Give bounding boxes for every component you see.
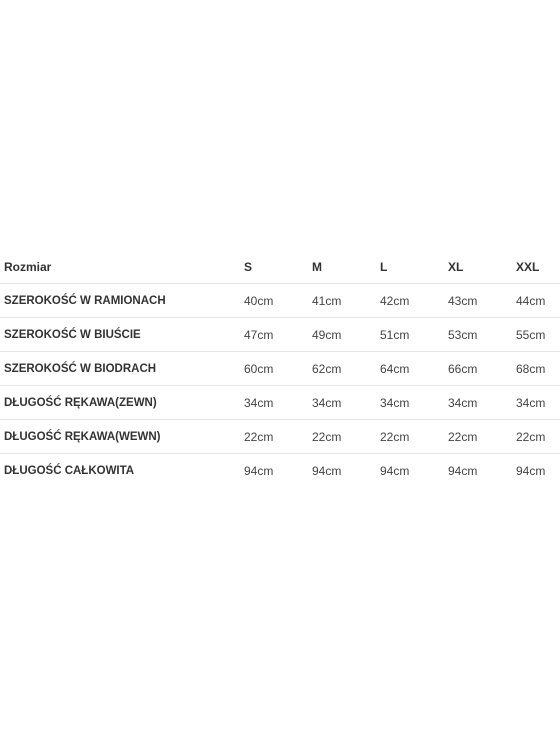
- cell-value: 94cm: [312, 463, 342, 478]
- size-header-m: M: [308, 250, 376, 284]
- cell-value: 22cm: [244, 429, 274, 444]
- row-label: SZEROKOŚĆ W BIUŚCIE: [4, 328, 141, 341]
- cell-value: 40cm: [244, 293, 274, 308]
- cell-value: 66cm: [448, 361, 478, 376]
- cell-value: 94cm: [244, 463, 274, 478]
- size-header-xxl: XXL: [512, 250, 560, 284]
- cell-value: 42cm: [380, 293, 410, 308]
- cell-value: 34cm: [244, 395, 274, 410]
- row-label: DŁUGOŚĆ CAŁKOWITA: [4, 464, 135, 477]
- cell-value: 34cm: [312, 395, 342, 410]
- cell-value: 22cm: [448, 429, 478, 444]
- table-row-hip-width: [0, 352, 560, 386]
- cell-value: 53cm: [448, 327, 478, 342]
- cell-value: 68cm: [516, 361, 546, 376]
- cell-value: 34cm: [448, 395, 478, 410]
- table-row-total-length: [0, 454, 560, 488]
- cell-value: 22cm: [516, 429, 546, 444]
- cell-value: 41cm: [312, 293, 342, 308]
- row-label: SZEROKOŚĆ W RAMIONACH: [4, 294, 166, 307]
- size-chart-table: [0, 250, 560, 487]
- cell-value: 47cm: [244, 327, 274, 342]
- table-row-sleeve-outer: [0, 386, 560, 420]
- cell-value: 60cm: [244, 361, 274, 376]
- cell-value: 34cm: [516, 395, 546, 410]
- size-header-row: [0, 250, 560, 284]
- cell-value: 34cm: [380, 395, 410, 410]
- row-label: DŁUGOŚĆ RĘKAWA(ZEWN): [4, 396, 157, 409]
- cell-value: 94cm: [448, 463, 478, 478]
- cell-value: 64cm: [380, 361, 410, 376]
- size-header-xl: XL: [444, 250, 512, 284]
- row-label: SZEROKOŚĆ W BIODRACH: [4, 362, 157, 375]
- cell-value: 62cm: [312, 361, 342, 376]
- size-header-label: Rozmiar: [0, 250, 240, 284]
- table-row-shoulder-width: [0, 284, 560, 318]
- row-label: DŁUGOŚĆ RĘKAWA(WEWN): [4, 430, 161, 443]
- cell-value: 49cm: [312, 327, 342, 342]
- size-header-s: S: [240, 250, 308, 284]
- cell-value: 55cm: [516, 327, 546, 342]
- table-row-bust-width: [0, 318, 560, 352]
- table-row-sleeve-inner: [0, 420, 560, 454]
- cell-value: 22cm: [380, 429, 410, 444]
- cell-value: 22cm: [312, 429, 342, 444]
- cell-value: 44cm: [516, 293, 546, 308]
- size-header-l: L: [376, 250, 444, 284]
- cell-value: 43cm: [448, 293, 478, 308]
- cell-value: 94cm: [380, 463, 410, 478]
- cell-value: 94cm: [516, 463, 546, 478]
- cell-value: 51cm: [380, 327, 410, 342]
